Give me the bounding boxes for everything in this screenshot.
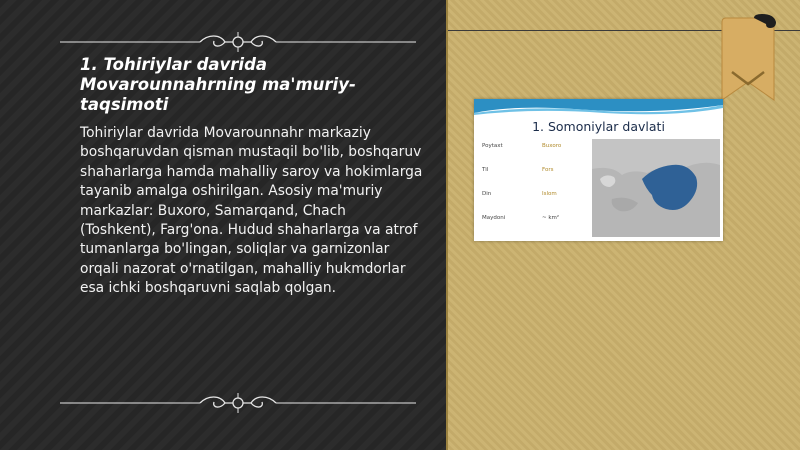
thumbnail-title: 1. Somoniylar davlati <box>532 119 665 134</box>
thumbnail-row <box>480 143 592 163</box>
bookmark-ribbon-icon <box>718 14 778 106</box>
slide-thumbnail <box>474 99 723 241</box>
thumbnail-row-label: Maydoni <box>482 215 506 221</box>
thumbnail-row-value: Islom <box>542 191 557 197</box>
thumbnail-row-label: Din <box>482 191 492 197</box>
thumbnail-row <box>480 167 592 187</box>
thumbnail-row-value: ~ km² <box>542 215 560 221</box>
thumbnail-row <box>480 191 592 211</box>
thumbnail-row-value: Fors <box>542 167 554 173</box>
panel-divider <box>446 0 448 450</box>
thumbnail-row-value: Buxoro <box>542 143 562 149</box>
thumbnail-row-label: Til <box>482 167 489 173</box>
slide-body: Tohiriylar davrida Movarounnahr markaziy boshqaruvdan qisman mustaqil bo'lib, boshqaruv shaharlarga hamda mahalliy saroy va hokimlarga tayanib amalga oshirilgan. Asosiy ma'muriy markazlar: Buxoro, Samarqand, Chach (Toshkent), Farg'ona. Hudud shaharlarga va atrof tumanlarga bo'lingan, soliqlar va garnizonlar orqali nazorat o'rnatilgan, mahalliy hukmdorlar esa ichki boshqaruvni saqlab qolgan. <box>80 125 423 297</box>
thumbnail-row-label: Poytaxt <box>482 143 503 149</box>
top-ornament-icon <box>60 30 416 54</box>
thumbnail-row <box>480 215 592 235</box>
slide-title: 1. Tohiriylar davrida Movarounnahrning ma'muriy-taqsimoti <box>80 55 356 114</box>
thumbnail-header-band <box>474 99 723 115</box>
bottom-ornament-icon <box>60 391 416 415</box>
thumbnail-table <box>480 139 592 239</box>
thumbnail-map <box>592 139 720 237</box>
